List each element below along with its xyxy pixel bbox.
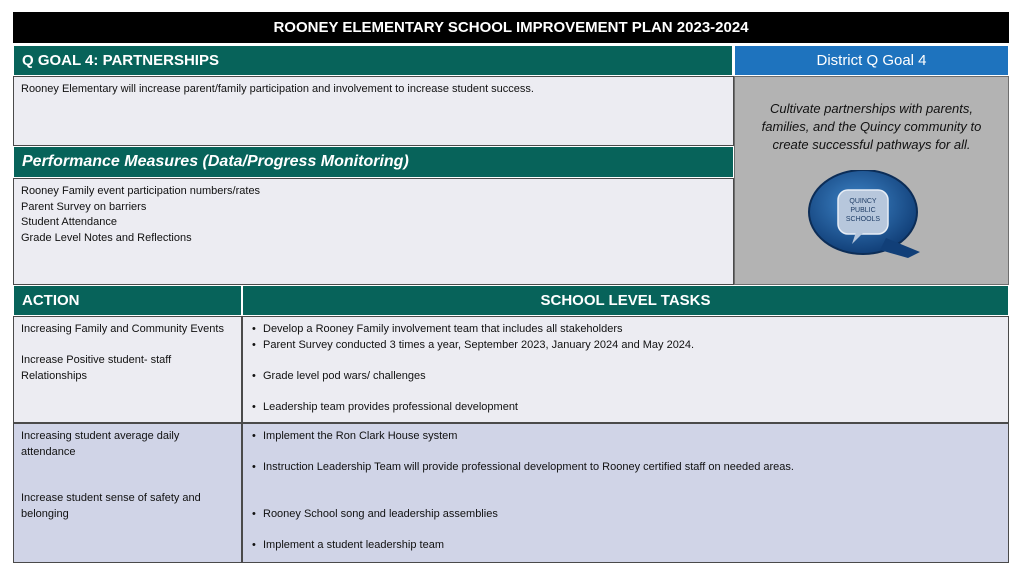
- task-item: • Rooney School song and leadership assemblies: [250, 507, 1001, 523]
- logo-text-line: QUINCY: [849, 198, 877, 205]
- logo-text-line: SCHOOLS: [845, 216, 881, 223]
- task-item: • Grade level pod wars/ challenges: [250, 369, 1001, 385]
- district-goal-panel: [734, 76, 1009, 285]
- action-column-header: ACTION: [13, 285, 242, 316]
- goal-header: Q GOAL 4: PARTNERSHIPS: [13, 45, 733, 76]
- quincy-public-schools-logo: [808, 170, 948, 290]
- task-item: • Instruction Leadership Team will provide professional development to Rooney certified staff on needed areas.: [250, 460, 1001, 476]
- district-goal-line: families, and the Quincy community to: [761, 119, 982, 134]
- tasks-column-header: SCHOOL LEVEL TASKS: [242, 285, 1009, 316]
- tasks-cell: [242, 423, 1009, 563]
- action-text: Increasing student average daily: [21, 430, 180, 442]
- goal-statement: Rooney Elementary will increase parent/family participation and involvement to increase student success.: [13, 76, 734, 146]
- performance-measures-header: Performance Measures (Data/Progress Monitoring): [13, 146, 734, 178]
- tasks-cell: [242, 316, 1009, 423]
- improvement-plan-slide: [13, 12, 1009, 563]
- action-text: Increase Positive student- staff: [21, 354, 172, 366]
- action-cell: [13, 423, 242, 563]
- action-text: Relationships: [21, 369, 88, 382]
- performance-item: Rooney Family event participation numbers/rates: [21, 185, 261, 197]
- district-goal-text: [735, 100, 1008, 154]
- task-item: • Develop a Rooney Family involvement team that includes all stakeholders: [250, 322, 1001, 338]
- performance-item: Parent Survey on barriers: [21, 200, 147, 213]
- action-text: belonging: [21, 507, 69, 520]
- logo-text-line: PUBLIC: [850, 207, 876, 214]
- page-title: ROONEY ELEMENTARY SCHOOL IMPROVEMENT PLAN 2023-2024: [13, 12, 1009, 43]
- task-item: • Implement the Ron Clark House system: [250, 429, 1001, 445]
- district-goal-header: District Q Goal 4: [734, 45, 1009, 76]
- performance-measures-list: [13, 178, 734, 285]
- action-cell: [13, 316, 242, 423]
- performance-item: Grade Level Notes and Reflections: [21, 231, 192, 244]
- action-text: attendance: [21, 445, 76, 458]
- district-goal-line: create successful pathways for all.: [772, 137, 971, 152]
- task-item: • Parent Survey conducted 3 times a year, September 2023, January 2024 and May 2024.: [250, 338, 1001, 354]
- task-item: • Implement a student leadership team: [250, 538, 1001, 554]
- performance-item: Student Attendance: [21, 216, 118, 228]
- district-goal-line: Cultivate partnerships with parents,: [769, 101, 974, 116]
- action-text: Increase student sense of safety and: [21, 492, 201, 504]
- task-item: • Leadership team provides professional development: [250, 400, 1001, 416]
- action-text: Increasing Family and Community Events: [21, 323, 224, 335]
